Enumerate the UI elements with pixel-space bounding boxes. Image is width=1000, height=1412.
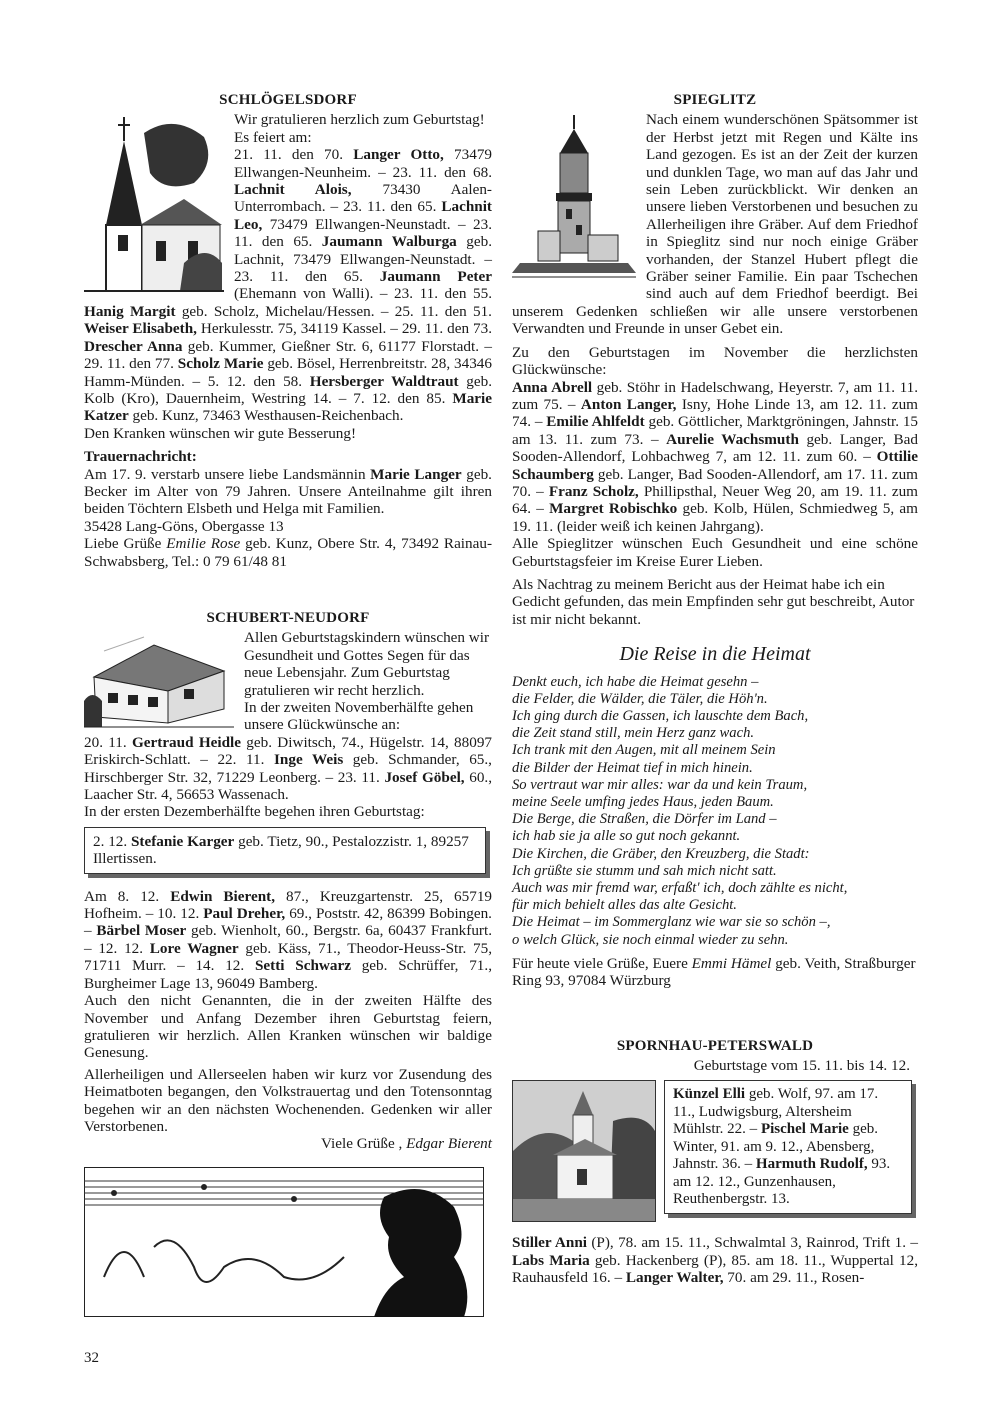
spornhau-highlight-box: Künzel Elli geb. Wolf, 97. am 17. 11., Ludwigsburg, Altersheim Mühlstr. 22. – Pischel Marie geb. Winter, 91. am 9. 12., Abensberg, Jahnstr. 36. – Harmuth Rudolf, 93. am 12. 12., Gunzenhausen, Reuthenbergstr. 13.	[664, 1080, 912, 1214]
spornhau-block	[512, 1080, 918, 1222]
mourning-heading: Trauernachricht:	[84, 448, 197, 466]
poem-line: Die Kirchen, die Gräber, den Kreuzberg, die Stadt:	[512, 845, 810, 862]
spieglitz-birthday-intro: Zu den Geburtstagen im November die herzlichsten Glückwünsche:	[512, 343, 918, 379]
mourning-address: 35428 Lang-Göns, Obergasse 13	[84, 517, 284, 535]
poem-line: Ich ging durch die Gassen, ich lauschte dem Bach,	[512, 708, 809, 724]
highlight-box: 2. 12. Stefanie Karger geb. Tietz, 90., Pestalozzistr. 1, 89257 Illertissen.	[84, 827, 486, 874]
poem-line: Die Heimat – im Sommerglanz wie war sie so schön –,	[512, 914, 831, 931]
poem-line: Die Berge, die Straßen, die Dörfer im Land –	[512, 811, 777, 828]
schubert-signature-silhouette	[84, 1167, 484, 1317]
poem-line: ich hab sie ja alle so gut noch gekannt.	[512, 828, 741, 845]
spieglitz-note: Als Nachtrag zu meinem Bericht aus der Heimat habe ich ein Gedicht gefunden, das mein Empfinden sehr gut beschreibt, Autor ist mir nicht bekannt.	[512, 575, 915, 628]
section-title-schloegelsdorf: SCHLÖGELSDORF	[219, 92, 357, 108]
es-feiert: Es feiert am:	[234, 128, 312, 146]
schubert-intro: Allen Geburtstagskindern wünschen wir Gesundheit und Gottes Segen für das neue Lebensjahr. Zum Geburtstag gratulieren wir recht herzlich.	[244, 629, 490, 699]
get-well-text: Den Kranken wünschen wir gute Besserung!	[84, 424, 357, 442]
greeting: Wir gratulieren herzlich zum Geburtstag!	[234, 111, 485, 129]
spieglitz-wishes: Alle Spieglitzer wünschen Euch Gesundheit und eine schöne Geburtstagsfeier im Kreise Eurer Lieben.	[512, 535, 918, 570]
church-photo	[512, 1080, 656, 1222]
church-illustration	[84, 113, 224, 295]
poem-line: Ich trank mit den Augen, mit all meinem Sein	[512, 742, 776, 759]
birthday-list-december: Am 8. 12. Edwin Bierent, 87., Kreuzgartenstr. 25, 65719 Hofheim. – 10. 12. Paul Dreher, 69., Poststr. 42, 86399 Bobingen. – Bärbel Moser geb. Wienholt, 60., Bergstr. 6a, 60437 Frankfurt. – 12. 12. Lore Wagner geb. Käss, 71., Theodor-Heuss-Str. 75, 71711 Murr. – 14. 12. Setti Schwarz geb. Schrüffer, 71., Burgheimer Lage 13, 96049 Bamberg.	[84, 887, 493, 992]
section-title-spornhau: SPORNHAU-PETERSWALD	[616, 1037, 814, 1054]
december-intro: In der ersten Dezemberhälfte begehen ihren Geburtstag:	[84, 803, 425, 821]
poem-line: o welch Glück, sie noch einmal wieder zu sehn.	[512, 931, 789, 948]
schubert-intro2: In der zweiten Novemberhälfte gehen unsere Glückwünsche an:	[244, 699, 474, 734]
birthday-list-schubert: 20. 11. Gertraud Heidle geb. Diwitsch, 74., Hügelstr. 14, 88097 Eriskirch-Schlatt. – 22. 11. Inge Weis geb. Schmander, 65., Hirschberger Str. 32, 71229 Leonberg. – 23. 11. Josef Göbel, 60., Laacher Str. 4, 56653 Wassenach.	[84, 733, 493, 804]
section-title-spieglitz: SPIEGLITZ	[673, 92, 757, 108]
right-column	[512, 92, 918, 1293]
poem-closing: Für heute viele Grüße, Euere Emmi Hämel geb. Veith, Straßburger Ring 93, 97084 Würzburg	[512, 954, 916, 990]
poem-line: die Bilder der Heimat tief in mich hinein.	[512, 759, 753, 776]
poem	[512, 674, 918, 949]
page-number: 32	[84, 1350, 99, 1366]
poem-title: Die Reise in die Heimat	[619, 643, 811, 666]
poem-line: für mich behielt alles das alte Gesicht.	[512, 897, 737, 914]
left-column	[84, 92, 492, 1317]
poem-line: meine Seele umfing jedes Haus, jeden Baum.	[512, 794, 774, 811]
poem-line: Auch was mir fremd war, erfaßt' ich, doch zählte es nicht,	[512, 880, 848, 897]
allerheiligen-text: Allerheiligen und Allerseelen haben wir kurz vor Zusendung des Heimatboten begangen, den Volkstrauertag und den Totensonntag begehen wir an den nächsten Wochenenden. Gedenken wir aller Verstorbenen.	[84, 1065, 492, 1135]
poem-line: die Zeit stand still, mein Herz ganz wach.	[512, 725, 755, 742]
birthday-list-schloegelsdorf: 21. 11. den 70. Langer Otto, 73479 Ellwangen-Neunheim. – 23. 11. den 68. Lachnit Alois, 73430 Aalen-Unterrombach. – 23. 11. den 65. Lachnit Leo, 73479 Ellwangen-Neunstadt. – 23. 11. den 65. Jaumann Walburga geb. Lachnit, 73479 Ellwangen-Neunstadt. – 23. 11. den 65. Jaumann Peter (Ehemann von Walli). – 23. 11. den 55. Hanig Margit geb. Scholz, Michelau/Hessen. – 25. 11. den 51. Weiser Elisabeth, Herkulesstr. 75, 34119 Kassel. – 29. 11. den 73. Drescher Anna geb. Kummer, Gießner Str. 6, 61177 Florstadt. – 29. 11. den 77. Scholz Marie geb. Bösel, Herrenbreitstr. 28, 34346 Hamm-Münden. – 5. 12. den 58. Hersberger Waldtraut geb. Kolb (Kro), Dauernheim, Westring 14. – 7. 12. den 85. Marie Katzer geb. Kunz, 73463 Westhausen-Reichenbach. Den Kranken wünschen wir gute Besserung!	[84, 146, 492, 442]
birthday-list-spornhau: Stiller Anni (P), 78. am 15. 11., Schwalmtal 3, Rainrod, Trift 1. – Labs Maria geb. Hackenberg (P), 85. am 18. 11., Wuppertal 12, Rauhausfeld 16. – Langer Walter, 70. am 29. 11., Rosen-	[512, 1234, 918, 1287]
schubert-signature: Viele Grüße , Edgar Bierent	[320, 1135, 492, 1153]
spieglitz-intro: Nach einem wunderschönen Spätsommer ist der Herbst jetzt mit Regen und Kälte ins Land gezogen. Es ist an der Zeit der kurzen und dunklen Tage, wo man auf das Jahr und sein Leben zurückblickt. Wir denken an unsere lieben Verstorbenen und besuchen zu Allerheiligen ihre Gräber. Auf dem Friedhof in Spieglitz sind nur noch einige Gräber vorhanden, der Stanzel Hubert pflegt die Gräber seiner Familie. Ein paar Tschechen sind auch auf dem Friedhof beerdigt. Bei unserem Gedenken schließen wir alle unsere verstorbenen Verwandten und Freunde in unser Gebet ein.	[512, 111, 918, 338]
poem-line: Ich grüßte sie stumm und sah mich nicht satt.	[512, 862, 777, 879]
birthday-list-spieglitz: Anna Abrell geb. Stöhr in Hadelschwang, Heyerstr. 7, am 11. 11. zum 75. – Anton Langer, Isny, Hohe Linde 13, am 12. 11. zum 74. – Emilie Ahlfeldt geb. Göttlicher, Marktgröningen, Jahnstr. 15 am 13. 11. zum 73. – Aurelie Wachsmuth geb. Langer, Bad Sooden-Allendorf, Lohbachweg 7, am 12. 11. zum 60. – Ottilie Schaumberg geb. Langer, Bad Sooden-Allendorf, am 17. 11. zum 70. – Franz Scholz, Phillipsthal, Neuer Weg 20, am 19. 11. zum 64. – Margret Robischko geb. Kolb, Hülen, Schmiedweg 5, am 19. 11. (leider weiß ich keinen Jahrgang).	[512, 378, 919, 535]
poem-line: Denkt euch, ich habe die Heimat gesehn –	[512, 673, 759, 690]
poem-line: So vertraut war mir alles: war da und kein Traum,	[512, 776, 808, 793]
poem-line: die Felder, die Wälder, die Täler, die Höh'n.	[512, 690, 768, 707]
not-named-text: Auch den nicht Genannten, die in der zweiten Hälfte des November und Anfang Dezember ihren Geburtstag feiern, gratulieren wir herzlich. Allen Kranken wünschen wir baldige Genesung.	[84, 992, 492, 1062]
farmhouse-illustration	[84, 631, 234, 731]
schloegelsdorf-signature: Liebe Grüße Emilie Rose geb. Kunz, Obere Str. 4, 73492 Rainau-Schwabsberg, Tel.: 0 79 61/48 81	[84, 535, 493, 570]
section-title-schubert-neudorf: SCHUBERT-NEUDORF	[206, 609, 370, 626]
mourning-text: Am 17. 9. verstarb unsere liebe Landsmännin Marie Langer geb. Becker im Alter von 79 Jahren. Unsere Anteilnahme gilt ihren beiden Töchtern Elsbeth und Helga mit Familien.	[84, 465, 492, 518]
tower-illustration	[512, 113, 636, 283]
spornhau-subtitle: Geburtstage vom 15. 11. bis 14. 12.	[693, 1057, 910, 1075]
